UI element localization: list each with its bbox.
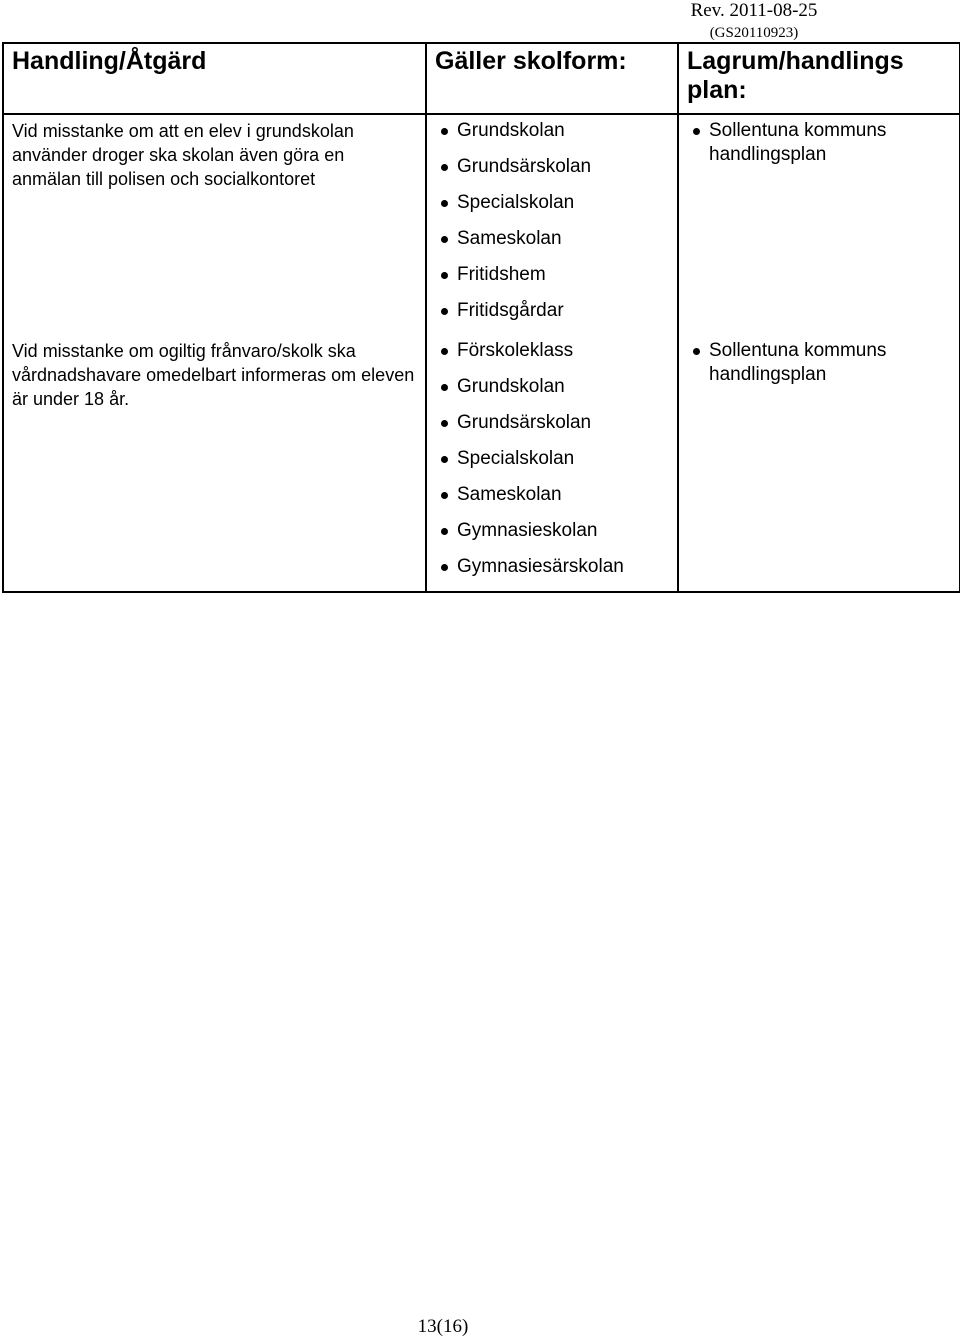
list-item: Specialskolan: [445, 447, 677, 471]
revision-header: [654, 0, 854, 41]
list-item: Gymnasieskolan: [445, 519, 677, 543]
revision-date: Rev. 2011-08-25: [690, 0, 818, 21]
bullet-dot-icon: [441, 164, 448, 171]
legal-basis-cell: [678, 114, 960, 335]
bullet-dot-icon: [441, 236, 448, 243]
list-item: Sollentuna kommuns handlingsplan: [697, 119, 959, 167]
bullet-dot-icon: [441, 272, 448, 279]
policy-table: [2, 42, 960, 593]
list-item: Sollentuna kommuns handlingsplan: [697, 339, 959, 387]
action-cell: [3, 114, 426, 335]
list-item: Sameskolan: [445, 483, 677, 507]
school-form-cell: [426, 114, 678, 335]
bullet-dot-icon: [693, 128, 700, 135]
bullet-dot-icon: [441, 420, 448, 427]
column-header-action: Handling/Åtgärd: [3, 43, 426, 114]
bullet-dot-icon: [441, 200, 448, 207]
bullet-dot-icon: [693, 348, 700, 355]
legal-basis-cell: [678, 335, 960, 592]
column-header-school-form: Gäller skolform:: [426, 43, 678, 114]
table-row: [3, 335, 960, 592]
document-code: (GS20110923): [709, 25, 799, 41]
column-header-legal-basis: Lagrum/handlings plan:: [678, 43, 960, 114]
page-number: 13(16): [417, 1316, 469, 1337]
bullet-dot-icon: [441, 384, 448, 391]
bullet-dot-icon: [441, 528, 448, 535]
list-item: Fritidshem: [445, 263, 677, 287]
list-item: Specialskolan: [445, 191, 677, 215]
list-item: Grundsärskolan: [445, 155, 677, 179]
list-item: Fritidsgårdar: [445, 299, 677, 323]
list-item: Gymnasiesärskolan: [445, 555, 677, 579]
table-header-row: [3, 43, 960, 114]
legal-basis-list: [679, 119, 959, 167]
bullet-dot-icon: [441, 348, 448, 355]
list-item: Grundsärskolan: [445, 411, 677, 435]
action-cell: [3, 335, 426, 592]
school-form-list: [427, 119, 677, 323]
action-text: Vid misstanke om att en elev i grundskolan använder droger ska skolan även göra en anmälan till polisen och socialkontoret: [12, 121, 354, 189]
list-item: Förskoleklass: [445, 339, 677, 363]
bullet-dot-icon: [441, 128, 448, 135]
school-form-cell: [426, 335, 678, 592]
bullet-dot-icon: [441, 456, 448, 463]
legal-basis-list: [679, 339, 959, 387]
bullet-dot-icon: [441, 308, 448, 315]
school-form-list: [427, 339, 677, 579]
bullet-dot-icon: [441, 564, 448, 571]
list-item: Grundskolan: [445, 119, 677, 143]
action-text: Vid misstanke om ogiltig frånvaro/skolk ska vårdnadshavare omedelbart informeras om eleven är under 18 år.: [12, 341, 415, 409]
list-item: Sameskolan: [445, 227, 677, 251]
bullet-dot-icon: [441, 492, 448, 499]
list-item: Grundskolan: [445, 375, 677, 399]
table-row: [3, 114, 960, 335]
